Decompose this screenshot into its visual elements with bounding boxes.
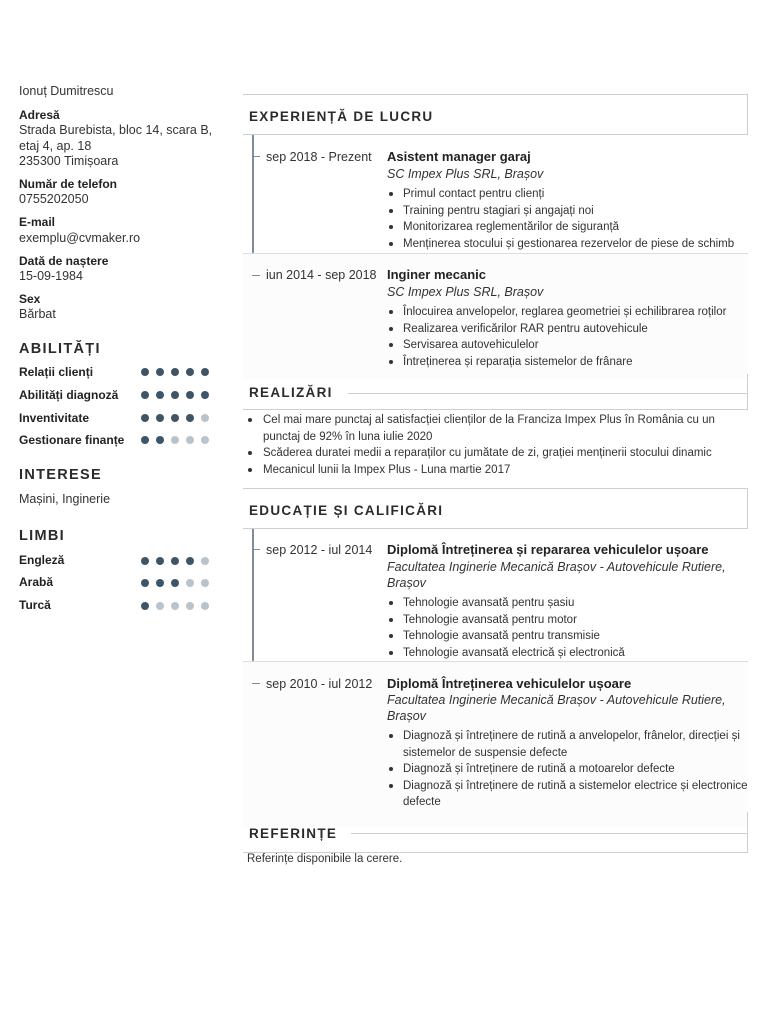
skill-rating (141, 414, 216, 424)
rating-dot-filled (141, 391, 149, 399)
rating-dot-empty (186, 602, 194, 610)
achievement-item: Mecanicul lunii la Impex Plus - Luna martie 2017 (247, 462, 752, 479)
job-duty: Primul contact pentru clienți (386, 186, 752, 203)
rating-dot-filled (171, 391, 179, 399)
skill-label: Gestionare finanțe (19, 433, 125, 447)
rating-dot-filled (186, 391, 194, 399)
address-line-1: Strada Burebista, bloc 14, scara B, (19, 123, 213, 137)
rating-dot-empty (201, 414, 209, 422)
rating-dot-filled (156, 436, 164, 444)
education-topic: Diagnoză și întreținere de rutină a sistemelor electrice și electronice defecte (386, 778, 752, 811)
rating-dot-filled (141, 436, 149, 444)
skill-label: Abilități diagnoză (19, 388, 119, 402)
sex-value: Bărbat (19, 307, 56, 321)
rating-dot-filled (141, 557, 149, 565)
job-duty: Realizarea verificărilor RAR pentru autovehicule (386, 321, 752, 338)
rating-dot-empty (201, 579, 209, 587)
job-duty: Înlocuirea anvelopelor, reglarea geometriei și echilibrarea roților (386, 304, 752, 321)
address-line-3: 235300 Timișoara (19, 154, 119, 168)
education-date: sep 2010 - iul 2012 (266, 677, 373, 691)
education-institution: Facultatea Inginerie Mecanică Brașov - Autovehicule Rutiere, Brașov (387, 693, 726, 723)
email-value: exemplu@cvmaker.ro (19, 231, 141, 245)
heading-rule (348, 393, 747, 394)
rating-dot-filled (171, 368, 179, 376)
education-date: sep 2012 - iul 2014 (266, 543, 373, 557)
language-rating (141, 557, 216, 567)
education-topic: Diagnoză și întreținere de rutină a motoarelor defecte (386, 761, 752, 778)
email-label: E-mail (19, 215, 56, 229)
rating-dot-filled (186, 368, 194, 376)
job-company: SC Impex Plus SRL, Brașov (387, 285, 544, 299)
achievements-heading: REALIZĂRI (249, 385, 333, 400)
interests-heading: INTERESE (19, 467, 102, 483)
job-duty: Servisarea autovehiculelor (386, 337, 752, 354)
education-topics-list (386, 728, 752, 811)
achievement-item: Scăderea duratei medii a reparaților cu jumătate de zi, grației menținerii stocului dinamic (247, 445, 752, 462)
education-topic: Diagnoză și întreținere de rutină a anvelopelor, frânelor, direcției și sistemelor de suspensie defecte (386, 728, 752, 761)
education-institution: Facultatea Inginerie Mecanică Brașov - Autovehicule Rutiere, Brașov (387, 560, 726, 590)
rating-dot-filled (156, 391, 164, 399)
education-title: Diplomă Întreținerea vehiculelor ușoare (387, 676, 632, 691)
rating-dot-filled (171, 414, 179, 422)
experience-section-header (243, 94, 748, 135)
education-topic: Tehnologie avansată electrică și electronică (386, 645, 752, 662)
education-topic: Tehnologie avansată pentru transmisie (386, 628, 752, 645)
job-duties-list (386, 186, 752, 252)
phone-label: Număr de telefon (19, 177, 118, 191)
rating-dot-filled (156, 557, 164, 565)
language-label: Engleză (19, 553, 65, 567)
rating-dot-empty (186, 579, 194, 587)
candidate-name: Ionuț Dumitrescu (19, 84, 114, 98)
skill-rating (141, 436, 216, 446)
skill-label: Inventivitate (19, 411, 90, 425)
job-duty: Menținerea stocului și gestionarea rezervelor de piese de schimb (386, 236, 752, 253)
achievement-item: Cel mai mare punctaj al satisfacției clienților de la Franciza Impex Plus în România cu un punctaj de 92% în luna iulie 2020 (247, 412, 752, 445)
rating-dot-filled (186, 414, 194, 422)
skill-label: Relații clienți (19, 365, 94, 379)
experience-heading: EXPERIENȚĂ DE LUCRU (249, 109, 434, 124)
education-section-header (243, 488, 748, 529)
rating-dot-empty (201, 602, 209, 610)
language-label: Arabă (19, 575, 54, 589)
rating-dot-empty (201, 557, 209, 565)
sex-label: Sex (19, 292, 41, 306)
education-topic: Tehnologie avansată pentru șasiu (386, 595, 752, 612)
job-duty: Training pentru stagiari și angajați noi (386, 203, 752, 220)
rating-dot-empty (171, 602, 179, 610)
address-line-2: etaj 4, ap. 18 (19, 138, 92, 153)
birth-label: Dată de naștere (19, 254, 109, 268)
timeline-tick (252, 156, 260, 157)
references-heading: REFERINȚE (249, 826, 338, 841)
rating-dot-filled (186, 557, 194, 565)
phone-value: 0755202050 (19, 192, 89, 206)
rating-dot-filled (141, 368, 149, 376)
education-title: Diplomă Întreținerea și repararea vehiculelor ușoare (387, 542, 709, 557)
job-duty: Monitorizarea reglementărilor de siguranță (386, 219, 752, 236)
language-rating (141, 579, 216, 589)
timeline-tick (252, 683, 260, 684)
rating-dot-filled (201, 368, 209, 376)
heading-rule (351, 833, 747, 834)
references-section-header (243, 812, 748, 853)
education-topic: Tehnologie avansată pentru motor (386, 612, 752, 629)
skills-heading: ABILITĂȚI (19, 341, 101, 357)
interests-text: Mașini, Inginerie (19, 492, 111, 506)
rating-dot-filled (156, 579, 164, 587)
job-company: SC Impex Plus SRL, Brașov (387, 167, 544, 181)
job-date: iun 2014 - sep 2018 (266, 268, 377, 282)
rating-dot-filled (156, 414, 164, 422)
skill-rating (141, 391, 216, 401)
education-topics-list (386, 595, 752, 661)
rating-dot-filled (201, 391, 209, 399)
rating-dot-filled (171, 579, 179, 587)
rating-dot-empty (201, 436, 209, 444)
job-duty: Întreținerea și reparația sistemelor de frânare (386, 354, 752, 371)
rating-dot-filled (141, 602, 149, 610)
references-text: Referințe disponibile la cerere. (247, 853, 403, 865)
language-rating (141, 602, 216, 612)
rating-dot-filled (141, 579, 149, 587)
job-title: Asistent manager garaj (387, 149, 531, 164)
job-duties-list (386, 304, 752, 370)
rating-dot-filled (141, 414, 149, 422)
rating-dot-filled (171, 557, 179, 565)
rating-dot-empty (156, 602, 164, 610)
language-label: Turcă (19, 598, 51, 612)
education-heading: EDUCAȚIE ȘI CALIFICĂRI (249, 503, 444, 518)
languages-heading: LIMBI (19, 528, 65, 544)
address-label: Adresă (19, 108, 60, 122)
timeline-tick (252, 275, 260, 276)
achievements-list (247, 412, 752, 478)
timeline-tick (252, 549, 260, 550)
skill-rating (141, 368, 216, 378)
rating-dot-empty (186, 436, 194, 444)
job-date: sep 2018 - Prezent (266, 150, 372, 164)
achievements-section-header (243, 374, 748, 410)
rating-dot-empty (171, 436, 179, 444)
job-title: Inginer mecanic (387, 267, 486, 282)
birth-value: 15-09-1984 (19, 269, 83, 283)
rating-dot-filled (156, 368, 164, 376)
